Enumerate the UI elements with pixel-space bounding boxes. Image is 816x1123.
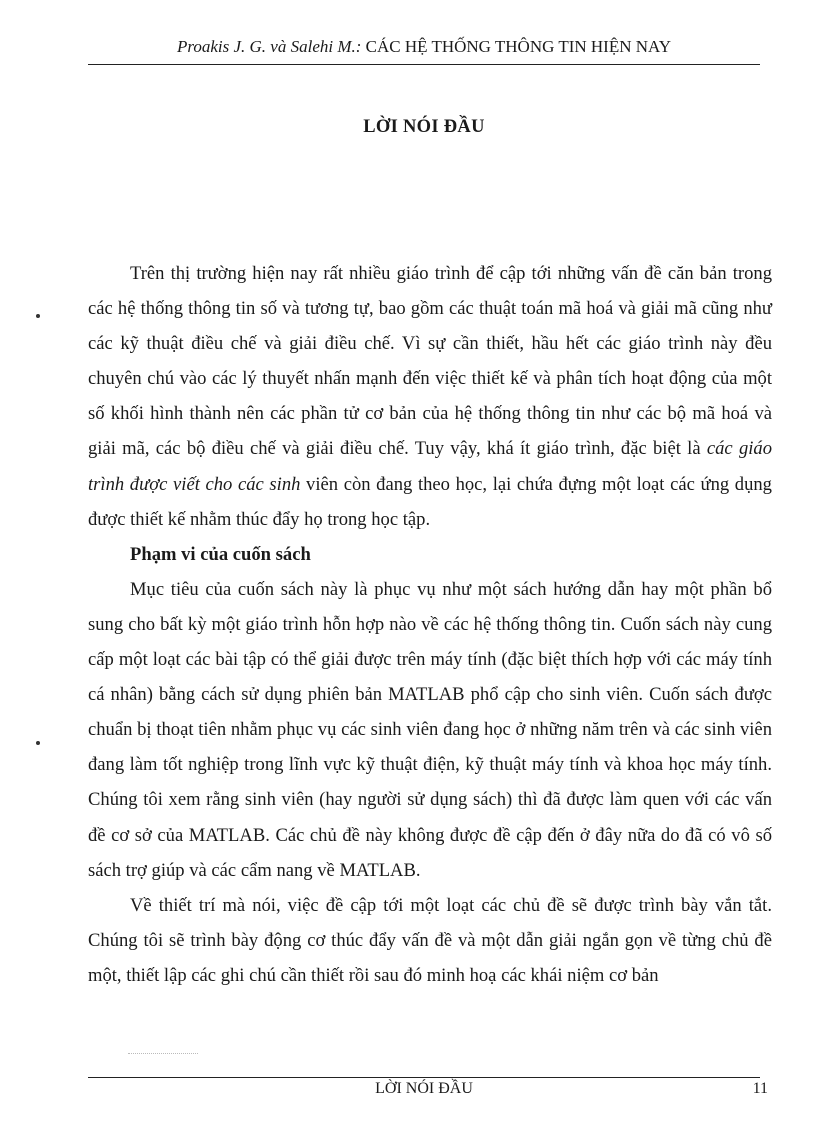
paragraph-3: Về thiết trí mà nói, việc đề cập tới một loạt các chủ đề sẽ được trình bày vắn tắt. Chúng tôi sẽ trình bày động cơ thúc đẩy vấn đề và một dẫn giải ngắn gọn về từng chủ đề một, thiết lập các ghi chú cần thiết rồi sau đó minh hoạ các khái niệm cơ bản: [88, 894, 772, 986]
page-number: 11: [752, 1080, 768, 1097]
header-book-title: CÁC HỆ THỐNG THÔNG TIN HIỆN NAY: [365, 37, 672, 56]
faint-mark: [128, 1053, 198, 1054]
margin-mark: [36, 314, 40, 318]
section-heading: Phạm vi của cuốn sách: [130, 543, 311, 565]
header-authors: Proakis J. G. và Salehi M.:: [176, 37, 362, 56]
margin-mark: [36, 741, 40, 745]
paragraph-1-italic: các giáo trình được viết cho các sinh: [88, 438, 772, 495]
footer-title: LỜI NÓI ĐẦU: [375, 1080, 473, 1097]
body-text: [88, 256, 772, 993]
page-title: LỜI NÓI ĐẦU: [363, 117, 485, 137]
header-rule: [88, 64, 760, 65]
paragraph-1-part-b: viên còn đang theo học, lại chứa đựng một loạt các ứng dụng được thiết kế nhằm thúc đẩy họ trong học tập.: [88, 473, 772, 530]
running-header: [88, 37, 760, 57]
paragraph-1: [88, 256, 772, 537]
paragraph-1-part-a: Trên thị trường hiện nay rất nhiều giáo trình để cập tới những vấn đề căn bản trong các hệ thống thông tin số và tương tự, bao gồm các thuật toán mã hoá và giải mã cũng như các kỹ thuật điều chế và giải điều chế. Vì sự cần thiết, hầu hết các giáo trình này đều chuyên chú vào các lý thuyết nhấn mạnh đến việc thiết kế và phân tích hoạt động của một số khối hình thành nên các phần tử cơ bản của hệ thống thông tin như các bộ mã hoá và giải mã, các bộ điều chế và giải điều chế. Tuy vậy, khá ít giáo trình, đặc biệt là: [88, 263, 772, 460]
footer-rule: [88, 1077, 760, 1078]
paragraph-2: Mục tiêu của cuốn sách này là phục vụ như một sách hướng dẫn hay một phần bổ sung cho bất kỳ một giáo trình hỗn hợp nào về các hệ thống thông tin. Cuốn sách này cung cấp một loạt các bài tập có thể giải được trên máy tính (đặc biệt thích hợp với các máy tính cá nhân) bằng cách sử dụng phiên bản MATLAB phổ cập cho sinh viên. Cuốn sách được chuẩn bị thoạt tiên nhằm phục vụ các sinh viên đang học ở những năm trên và các sinh viên đang làm tốt nghiệp trong lĩnh vực kỹ thuật điện, kỹ thuật máy tính và khoa học máy tính. Chúng tôi xem rằng sinh viên (hay người sử dụng sách) thì đã được làm quen với các vấn đề cơ sở của MATLAB. Các chủ đề này không được đề cập đến ở đây nữa do đã có vô số sách trợ giúp và các cẩm nang về MATLAB.: [88, 578, 772, 881]
